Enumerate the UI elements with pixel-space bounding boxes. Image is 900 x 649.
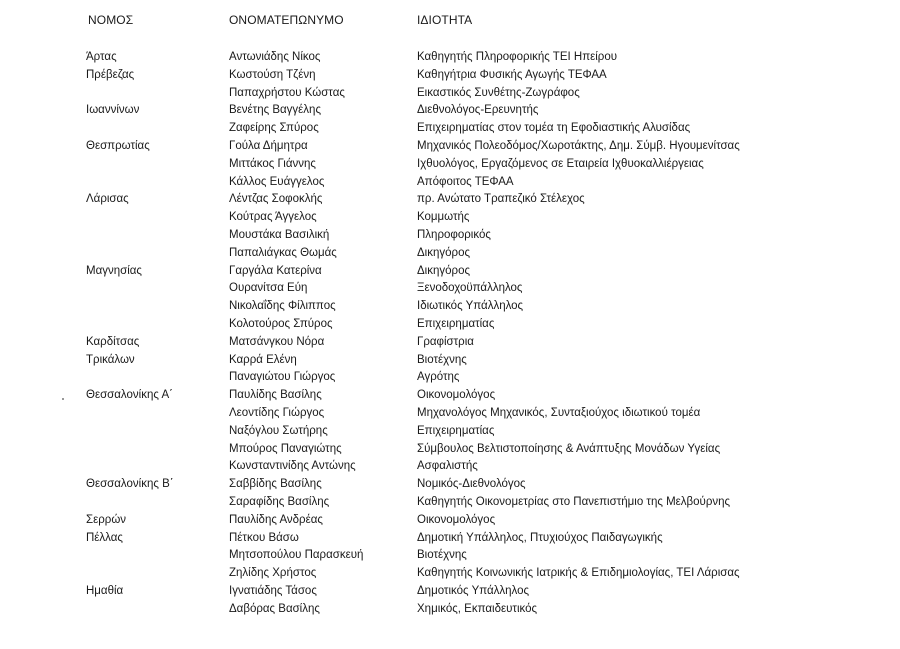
cell-nomos: Μαγνησίας (86, 264, 142, 277)
table-row (0, 120, 900, 138)
cell-name: Παυλίδης Βασίλης (229, 389, 322, 402)
table-row (0, 530, 900, 548)
cell-role: Βιοτέχνης (417, 549, 467, 562)
table-row (0, 423, 900, 441)
cell-name: Σαραφίδης Βασίλης (229, 495, 330, 508)
cell-nomos: Ιωαννίνων (86, 104, 140, 117)
cell-role: Καθηγητής Κοινωνικής Ιατρικής & Επιδημιολογίας, ΤΕΙ Λάρισας (417, 567, 740, 580)
table-row (0, 191, 900, 209)
table-row (0, 102, 900, 120)
cell-role: Μηχανικός Πολεοδόμος/Χωροτάκτης, Δημ. Σύμβ. Ηγουμενίτσας (417, 139, 740, 152)
cell-name: Παπαχρήστου Κώστας (229, 86, 345, 99)
cell-name: Κάλλος Ευάγγελος (229, 175, 325, 188)
cell-role: Δημοτική Υπάλληλος, Πτυχιούχος Παιδαγωγικής (417, 531, 663, 544)
cell-role: Σύμβουλος Βελτιστοποίησης & Ανάπτυξης Μονάδων Υγείας (417, 442, 721, 455)
cell-nomos: Θεσσαλονίκης Β΄ (86, 478, 174, 491)
cell-role: Ιχθυολόγος, Εργαζόμενος σε Εταιρεία Ιχθυοκαλλιέργειας (417, 157, 704, 170)
cell-name: Κωνσταντινίδης Αντώνης (229, 460, 356, 473)
cell-name: Πέτκου Βάσω (229, 531, 299, 544)
cell-role: Δημοτικός Υπάλληλος (417, 584, 530, 597)
cell-name: Γούλα Δήμητρα (229, 139, 308, 152)
candidate-list (0, 49, 900, 619)
cell-name: Λεοντίδης Γιώργος (229, 406, 325, 419)
table-row (0, 441, 900, 459)
cell-role: Οικονομολόγος (417, 513, 496, 526)
cell-nomos: Καρδίτσας (86, 335, 140, 348)
cell-nomos: Άρτας (86, 51, 117, 63)
table-row (0, 387, 900, 405)
cell-name: Παναγιώτου Γιώργος (229, 371, 336, 384)
cell-nomos: Θεσσαλονίκης Α΄ (86, 389, 173, 402)
cell-role: Δικηγόρος (417, 264, 471, 277)
cell-role: Διεθνολόγος-Ερευνητής (417, 104, 539, 117)
cell-name: Μουστάκα Βασιλική (229, 228, 330, 241)
cell-name: Μπούρος Παναγιώτης (229, 442, 342, 455)
cell-name: Κολοτούρος Σπύρος (229, 317, 333, 330)
header-name: ΟΝΟΜΑΤΕΠΩΝΥΜΟ (229, 13, 344, 27)
cell-role: Καθηγητής Οικονομετρίας στο Πανεπιστήμιο της Μελβούρνης (417, 495, 731, 508)
table-row (0, 227, 900, 245)
cell-name: Παπαλιάγκας Θωμάς (229, 246, 337, 259)
table-row (0, 565, 900, 583)
cell-name: Σαββίδης Βασίλης (229, 478, 322, 491)
cell-role: Καθηγήτρια Φυσικής Αγωγής ΤΕΦΑΑ (417, 68, 607, 81)
cell-name: Μητσοπούλου Παρασκευή (229, 549, 364, 562)
table-row (0, 280, 900, 298)
cell-name: Κούτρας Άγγελος (229, 211, 317, 224)
cell-role: Ιδιωτικός Υπάλληλος (417, 300, 524, 313)
cell-role: Πληροφορικός (417, 228, 491, 241)
table-row (0, 583, 900, 601)
cell-name: Νικολαΐδης Φίλιππος (229, 300, 336, 313)
table-row (0, 174, 900, 192)
cell-name: Κωστούση Τζένη (229, 68, 316, 81)
cell-nomos: Τρικάλων (86, 353, 135, 366)
cell-role: Μηχανολόγος Μηχανικός, Συνταξιούχος ιδιωτικού τομέα (417, 406, 701, 419)
cell-role: Απόφοιτος ΤΕΦΑΑ (417, 175, 514, 188)
cell-name: Ναξόγλου Σωτήρης (229, 424, 328, 437)
table-header (0, 13, 900, 31)
cell-role: Ασφαλιστής (417, 460, 478, 473)
cell-nomos: Πέλλας (86, 531, 123, 544)
table-row (0, 263, 900, 281)
cell-nomos: Ημαθία (86, 584, 124, 597)
cell-name: Βενέτης Βαγγέλης (229, 104, 321, 117)
table-row (0, 458, 900, 476)
table-row (0, 352, 900, 370)
table-row (0, 156, 900, 174)
cell-name: Λέντζας Σοφοκλής (229, 193, 323, 206)
header-nomos: ΝΟΜΟΣ (88, 13, 134, 27)
cell-name: Γαργάλα Κατερίνα (229, 264, 322, 277)
cell-name: Δαβόρας Βασίλης (229, 602, 320, 615)
cell-role: Κομμωτής (417, 211, 470, 224)
table-row (0, 512, 900, 530)
cell-role: Επιχειρηματίας (417, 317, 495, 330)
cell-name: Ζηλίδης Χρήστος (229, 567, 317, 580)
cell-role: Ξενοδοχοϋπάλληλος (417, 282, 523, 295)
cell-role: Επιχειρηματίας (417, 424, 495, 437)
cell-role: Βιοτέχνης (417, 353, 467, 366)
table-row (0, 298, 900, 316)
cell-name: Ουρανίτσα Εύη (229, 282, 308, 295)
table-row (0, 49, 900, 67)
header-role: ΙΔΙΟΤΗΤΑ (417, 13, 473, 27)
cell-role: Δικηγόρος (417, 246, 471, 259)
table-row (0, 209, 900, 227)
cell-role: Γραφίστρια (417, 335, 474, 348)
table-row (0, 334, 900, 352)
cell-role: Οικονομολόγος (417, 389, 496, 402)
cell-nomos: Πρέβεζας (86, 68, 135, 81)
table-row (0, 67, 900, 85)
cell-nomos: Σερρών (86, 513, 127, 526)
table-row (0, 245, 900, 263)
cell-name: Ζαφείρης Σπύρος (229, 122, 319, 135)
cell-role: Χημικός, Εκπαιδευτικός (417, 602, 538, 615)
cell-name: Μιττάκος Γιάννης (229, 157, 316, 170)
table-row (0, 138, 900, 156)
cell-role: Αγρότης (417, 371, 460, 384)
cell-name: Ιγνατιάδης Τάσος (229, 584, 317, 597)
table-row (0, 316, 900, 334)
table-row (0, 85, 900, 103)
cell-role: Επιχειρηματίας στον τομέα τη Εφοδιαστικής Αλυσίδας (417, 122, 691, 135)
table-row (0, 476, 900, 494)
table-row (0, 494, 900, 512)
scan-speck (62, 398, 64, 400)
cell-role: Νομικός-Διεθνολόγος (417, 478, 526, 491)
cell-role: πρ. Ανώτατο Τραπεζικό Στέλεχος (417, 193, 585, 206)
cell-name: Αντωνιάδης Νίκος (229, 51, 321, 63)
cell-role: Εικαστικός Συνθέτης-Ζωγράφος (417, 86, 580, 99)
cell-name: Καρρά Ελένη (229, 353, 297, 366)
table-row (0, 547, 900, 565)
table-row (0, 405, 900, 423)
table-row (0, 369, 900, 387)
cell-role: Καθηγητής Πληροφορικής ΤΕΙ Ηπείρου (417, 51, 618, 63)
cell-nomos: Λάρισας (86, 193, 129, 206)
cell-name: Παυλίδης Ανδρέας (229, 513, 323, 526)
cell-name: Ματσάνγκου Νόρα (229, 335, 325, 348)
table-row (0, 601, 900, 619)
cell-nomos: Θεσπρωτίας (86, 139, 150, 152)
